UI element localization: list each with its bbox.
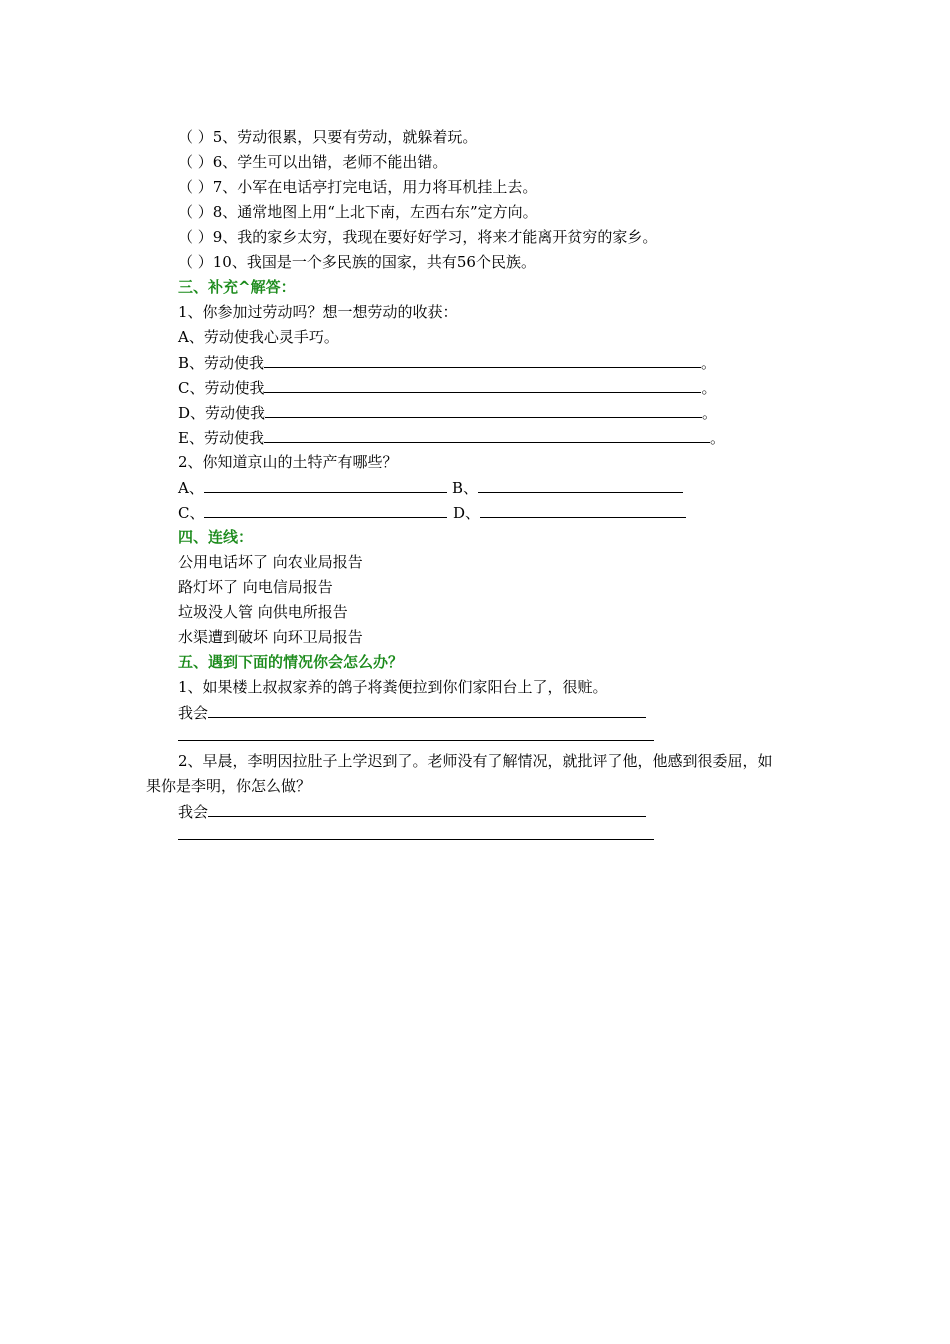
harvest-e-label: E、劳动使我 bbox=[178, 429, 264, 447]
answer-1-label: 我会 bbox=[178, 704, 209, 722]
section-5-question-2-line-1: 2、早晨，李明因拉肚子上学迟到了。老师没有了解情况，就批评了他，他感到很委屈，如 bbox=[178, 752, 773, 770]
specialty-d-label: D、 bbox=[453, 504, 481, 522]
match-row-4: 水渠遭到破坏 向环卫局报告 bbox=[178, 628, 363, 646]
match-row-2: 路灯坏了 向电信局报告 bbox=[178, 578, 333, 596]
specialty-d-blank[interactable] bbox=[480, 502, 686, 518]
harvest-c-label: C、劳动使我 bbox=[178, 379, 265, 397]
specialty-row-1b bbox=[452, 477, 683, 498]
section-5-heading: 五、遇到下面的情况你会怎么办？ bbox=[178, 653, 404, 671]
harvest-e-end: 。 bbox=[709, 429, 725, 447]
specialty-a-blank[interactable] bbox=[204, 477, 447, 493]
judge-item-5: （ ）5、劳动很累，只要有劳动，就躲着玩。 bbox=[178, 128, 478, 146]
specialty-row-2 bbox=[178, 502, 447, 523]
judge-item-8: （ ）8、通常地图上用“上北下南，左西右东”定方向。 bbox=[178, 203, 538, 221]
harvest-a: A、劳动使我心灵手巧。 bbox=[178, 328, 339, 346]
harvest-e-row bbox=[178, 427, 725, 448]
section-4-heading: 四、连线： bbox=[178, 528, 254, 546]
harvest-d-blank[interactable] bbox=[265, 402, 702, 418]
judge-item-9: （ ）9、我的家乡太穷，我现在要好好学习，将来才能离开贫穷的家乡。 bbox=[178, 228, 658, 246]
section-3-question-2: 2、你知道京山的土特产有哪些？ bbox=[178, 453, 398, 471]
harvest-e-blank[interactable] bbox=[264, 427, 710, 443]
harvest-c-end: 。 bbox=[701, 379, 717, 397]
harvest-b-label: B、劳动使我 bbox=[178, 354, 265, 372]
answer-1-extra-line[interactable] bbox=[178, 740, 654, 741]
harvest-d-end: 。 bbox=[702, 404, 718, 422]
answer-1-row bbox=[178, 702, 646, 723]
match-row-1: 公用电话坏了 向农业局报告 bbox=[178, 553, 363, 571]
section-3-heading: 三、补充^解答： bbox=[178, 278, 296, 296]
judge-item-7: （ ）7、小军在电话亭打完电话，用力将耳机挂上去。 bbox=[178, 178, 538, 196]
harvest-d-row bbox=[178, 402, 717, 423]
answer-1-blank[interactable] bbox=[208, 702, 646, 718]
specialty-c-blank[interactable] bbox=[204, 502, 447, 518]
judge-item-6: （ ）6、学生可以出错，老师不能出错。 bbox=[178, 153, 448, 171]
answer-2-row bbox=[178, 801, 646, 822]
specialty-row-1 bbox=[178, 477, 447, 498]
answer-2-extra-line[interactable] bbox=[178, 839, 654, 840]
harvest-d-label: D、劳动使我 bbox=[178, 404, 266, 422]
specialty-c-label: C、 bbox=[178, 504, 205, 522]
section-5-question-2-line-2: 果你是李明，你怎么做？ bbox=[146, 777, 312, 795]
specialty-a-label: A、 bbox=[178, 479, 204, 497]
match-row-3: 垃圾没人管 向供电所报告 bbox=[178, 603, 348, 621]
judge-item-10: （ ）10、我国是一个多民族的国家，共有56个民族。 bbox=[178, 253, 536, 271]
harvest-b-end: 。 bbox=[701, 354, 717, 372]
answer-2-label: 我会 bbox=[178, 803, 209, 821]
specialty-b-label: B、 bbox=[452, 479, 479, 497]
harvest-b-blank[interactable] bbox=[264, 352, 701, 368]
harvest-b-row bbox=[178, 352, 716, 373]
specialty-b-blank[interactable] bbox=[478, 477, 683, 493]
harvest-c-row bbox=[178, 377, 717, 398]
harvest-c-blank[interactable] bbox=[264, 377, 701, 393]
section-3-question-1: 1、你参加过劳动吗？想一想劳动的收获： bbox=[178, 303, 458, 321]
specialty-row-2b bbox=[453, 502, 686, 523]
section-5-question-1: 1、如果楼上叔叔家养的鸽子将粪便拉到你们家阳台上了，很赃。 bbox=[178, 678, 608, 696]
answer-2-blank[interactable] bbox=[208, 801, 646, 817]
